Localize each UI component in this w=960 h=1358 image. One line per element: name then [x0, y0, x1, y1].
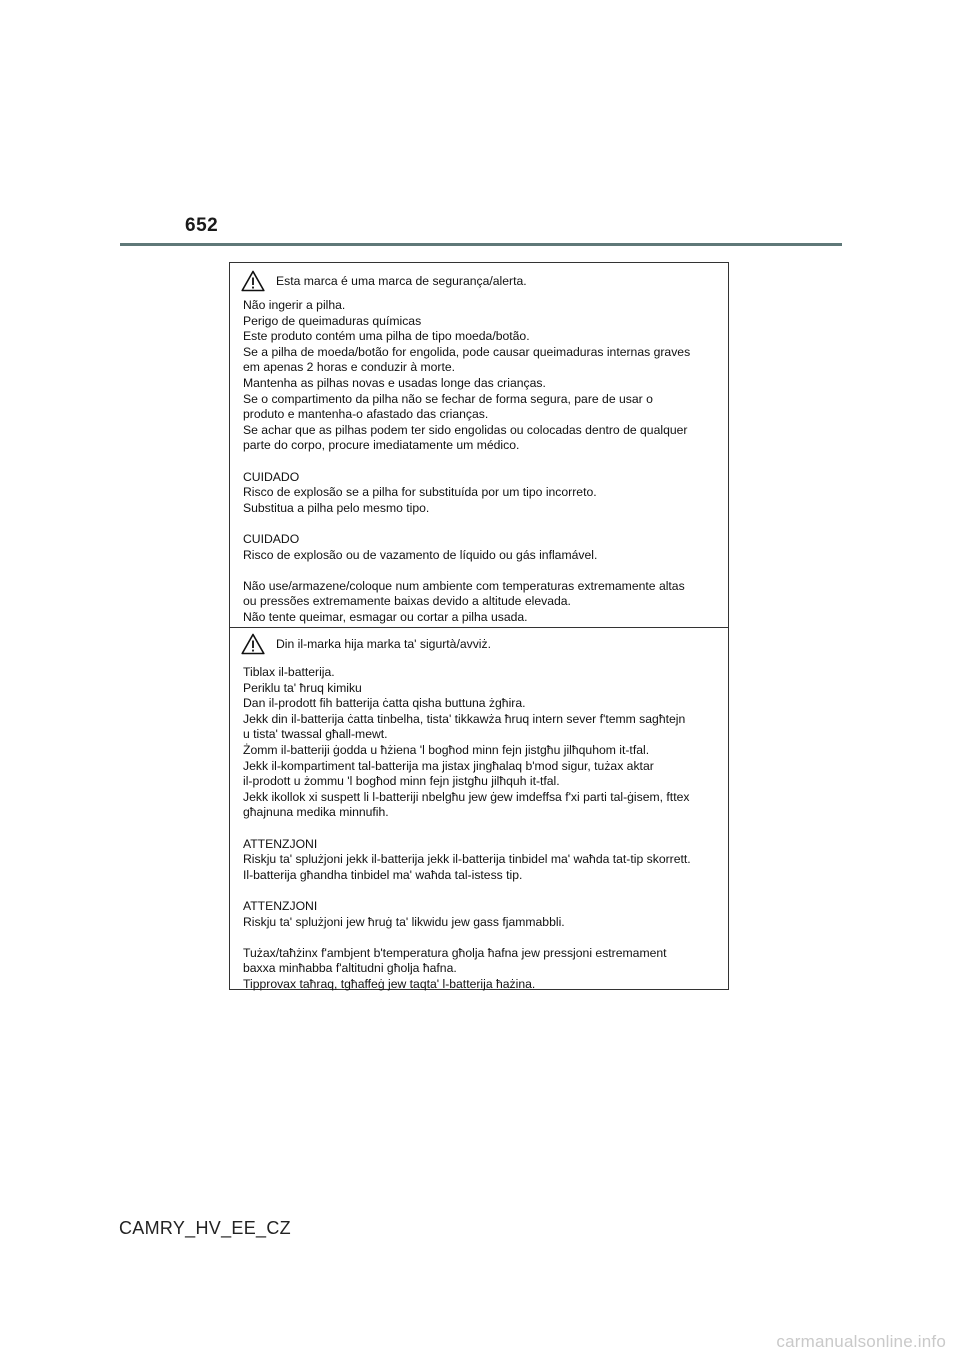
text-line: Il-batterija għandha tinbidel ma' waħda tal-istess tip. [243, 867, 523, 882]
notice-body-pt [243, 298, 690, 625]
text-line: Periklu ta' ħruq kimiku [243, 680, 362, 695]
text-line: Risco de explosão ou de vazamento de líquido ou gás inflamável. [243, 547, 598, 562]
caution-label: ATTENZJONI [243, 836, 318, 851]
text-line: Riskju ta' splużjoni jekk il-batterija jekk il-batterija tinbidel ma' waħda tat-tip skorrett. [243, 852, 691, 867]
text-line: Tipprovax taħraq, tgħaffeġ jew taqta' l-batterija ħażina. [243, 976, 536, 991]
blank-line [243, 454, 690, 470]
blank-line [243, 516, 690, 532]
warning-heading-row [241, 270, 527, 292]
text-line: Jekk il-kompartiment tal-batterija ma jistax jingħalaq b'mod sigur, tużax aktar [243, 758, 654, 773]
warning-heading: Din il-marka hija marka ta' sigurtà/avviż. [276, 636, 491, 651]
warning-heading-row [241, 633, 491, 655]
header-rule [120, 243, 842, 246]
blank-line [243, 930, 691, 946]
text-line: il-prodott u żommu 'l bogħod minn fejn jistgħu jilħquh it-tfal. [243, 774, 560, 789]
text-line: Riskju ta' splużjoni jew ħruġ ta' likwidu jew gass fjammabbli. [243, 914, 565, 929]
text-line: Se achar que as pilhas podem ter sido engolidas ou colocadas dentro de qualquer [243, 422, 688, 437]
warning-triangle-icon [241, 633, 265, 655]
text-line: Se a pilha de moeda/botão for engolida, pode causar queimaduras internas graves [243, 344, 691, 359]
text-line: Dan il-prodott fih batterija ċatta qisha buttuna żgħira. [243, 696, 526, 711]
warning-triangle-icon [241, 270, 265, 292]
text-line: Jekk ikollok xi suspett li l-batteriji nbelgħu jew ġew imdeffsa f'xi parti tal-ġisem, fttex [243, 789, 690, 804]
text-line: Tiblax il-batterija. [243, 665, 335, 679]
notice-body-mt [243, 665, 691, 992]
caution-label: ATTENZJONI [243, 898, 318, 913]
text-line: Risco de explosão se a pilha for substituída por um tipo incorreto. [243, 485, 597, 500]
site-watermark: carmanualsonline.info [776, 1332, 946, 1351]
text-line: Não ingerir a pilha. [243, 298, 346, 312]
text-line: Se o compartimento da pilha não se fechar de forma segura, pare de usar o [243, 391, 653, 406]
text-line: Não use/armazene/coloque num ambiente com temperaturas extremamente altas [243, 578, 685, 593]
text-line: Perigo de queimaduras químicas [243, 313, 422, 328]
text-line: baxxa minħabba f'altitudni għolja ħafna. [243, 961, 457, 976]
text-line: Mantenha as pilhas novas e usadas longe das crianças. [243, 375, 546, 390]
page-number: 652 [185, 215, 219, 236]
blank-line [243, 563, 690, 579]
notice-portuguese [230, 263, 728, 627]
text-line: għajnuna medika minnufih. [243, 805, 389, 820]
text-line: Este produto contém uma pilha de tipo moeda/botão. [243, 329, 530, 344]
blank-line [243, 821, 691, 837]
text-line: ou pressões extremamente baixas devido a altitude elevada. [243, 594, 571, 609]
battery-warning-notice [229, 262, 729, 990]
footer-model-code: CAMRY_HV_EE_CZ [119, 1218, 291, 1238]
text-line: Żomm il-batteriji ġodda u ħżiena 'l bogħod minn fejn jistgħu jilħquhom it-tfal. [243, 742, 650, 757]
notice-maltese [230, 627, 728, 989]
text-line: parte do corpo, procure imediatamente um médico. [243, 438, 520, 453]
text-line: Não tente queimar, esmagar ou cortar a pilha usada. [243, 609, 528, 624]
text-line: u tista' twassal għall-mewt. [243, 727, 388, 742]
caution-label: CUIDADO [243, 469, 300, 484]
text-line: em apenas 2 horas e conduzir à morte. [243, 360, 456, 375]
warning-heading: Esta marca é uma marca de segurança/alerta. [276, 273, 527, 288]
blank-line [243, 883, 691, 899]
text-line: Jekk din il-batterija ċatta tinbelha, tista' tikkawża ħruq intern sever f'temm sagħtejn [243, 711, 686, 726]
caution-label: CUIDADO [243, 531, 300, 546]
text-line: produto e mantenha-o afastado das crianças. [243, 407, 489, 422]
text-line: Tużax/taħżinx f'ambjent b'temperatura għolja ħafna jew pressjoni estremament [243, 945, 667, 960]
text-line: Substitua a pilha pelo mesmo tipo. [243, 500, 430, 515]
